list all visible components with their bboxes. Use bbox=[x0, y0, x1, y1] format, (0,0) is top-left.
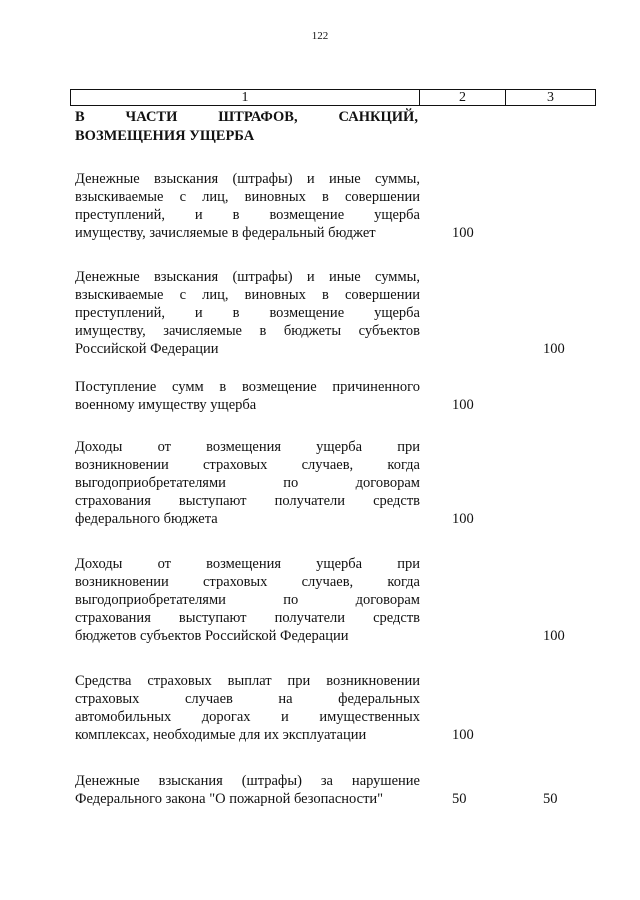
revenue-description bbox=[75, 378, 420, 414]
description-line: Доходы от возмещения ущерба при bbox=[75, 439, 420, 455]
description-line: преступлений, и в возмещение ущерба bbox=[75, 305, 420, 321]
revenue-description bbox=[75, 672, 420, 744]
description-line: Средства страховых выплат при возникновении bbox=[75, 673, 420, 689]
regional-budget-percent: 100 bbox=[543, 341, 565, 357]
revenue-description bbox=[75, 438, 420, 528]
description-line: преступлений, и в возмещение ущерба bbox=[75, 207, 420, 223]
description-line: имуществу, зачисляемые в бюджеты субъектов bbox=[75, 323, 420, 339]
description-line: Федерального закона "О пожарной безопасности" bbox=[75, 791, 384, 807]
revenue-row bbox=[75, 268, 600, 358]
revenue-row bbox=[75, 555, 600, 645]
column-header-2: 2 bbox=[420, 90, 506, 105]
description-line: Доходы от возмещения ущерба при bbox=[75, 556, 420, 572]
description-line: Денежные взыскания (штрафы) и иные суммы, bbox=[75, 269, 420, 285]
description-line: автомобильных дорогах и имущественных bbox=[75, 709, 420, 725]
heading-word: ШТРАФОВ, bbox=[218, 109, 298, 125]
description-line: комплексах, необходимые для их эксплуатации bbox=[75, 727, 367, 743]
description-line: возникновении страховых случаев, когда bbox=[75, 574, 420, 590]
description-line: выгодоприобретателями по договорам bbox=[75, 475, 420, 491]
description-line: Российской Федерации bbox=[75, 341, 219, 357]
section-heading bbox=[75, 108, 418, 146]
description-line: Денежные взыскания (штрафы) и иные суммы, bbox=[75, 171, 420, 187]
regional-budget-percent: 50 bbox=[543, 791, 558, 807]
revenue-description bbox=[75, 772, 420, 808]
federal-budget-percent: 50 bbox=[452, 791, 467, 807]
revenue-row bbox=[75, 672, 600, 744]
description-line: возникновении страховых случаев, когда bbox=[75, 457, 420, 473]
description-line: федерального бюджета bbox=[75, 511, 218, 527]
revenue-row bbox=[75, 378, 600, 414]
federal-budget-percent: 100 bbox=[452, 727, 474, 743]
regional-budget-percent: 100 bbox=[543, 628, 565, 644]
description-line: взыскиваемые с лиц, виновных в совершении bbox=[75, 189, 420, 205]
column-header-table bbox=[70, 89, 596, 106]
description-line: страховых случаев на федеральных bbox=[75, 691, 420, 707]
description-line: выгодоприобретателями по договорам bbox=[75, 592, 420, 608]
heading-word: ЧАСТИ bbox=[125, 109, 178, 125]
description-line: Денежные взыскания (штрафы) за нарушение bbox=[75, 773, 420, 789]
heading-word: САНКЦИЙ, bbox=[338, 109, 418, 125]
heading-word: В bbox=[75, 109, 85, 125]
revenue-row bbox=[75, 772, 600, 808]
description-line: имуществу, зачисляемые в федеральный бюджет bbox=[75, 225, 376, 241]
revenue-description bbox=[75, 170, 420, 242]
description-line: страхования выступают получатели средств bbox=[75, 493, 420, 509]
federal-budget-percent: 100 bbox=[452, 511, 474, 527]
column-header-1: 1 bbox=[71, 90, 420, 105]
revenue-description bbox=[75, 555, 420, 645]
description-line: страхования выступают получатели средств bbox=[75, 610, 420, 626]
revenue-row bbox=[75, 170, 600, 242]
section-heading-line1 bbox=[75, 108, 418, 127]
federal-budget-percent: 100 bbox=[452, 397, 474, 413]
description-line: военному имуществу ущерба bbox=[75, 397, 257, 413]
column-header-3: 3 bbox=[547, 90, 554, 105]
page-number: 122 bbox=[311, 30, 329, 42]
section-heading-line2: ВОЗМЕЩЕНИЯ УЩЕРБА bbox=[75, 128, 255, 144]
revenue-description bbox=[75, 268, 420, 358]
description-line: Поступление сумм в возмещение причиненного bbox=[75, 379, 420, 395]
federal-budget-percent: 100 bbox=[452, 225, 474, 241]
description-line: бюджетов субъектов Российской Федерации bbox=[75, 628, 349, 644]
revenue-row bbox=[75, 438, 600, 528]
description-line: взыскиваемые с лиц, виновных в совершении bbox=[75, 287, 420, 303]
